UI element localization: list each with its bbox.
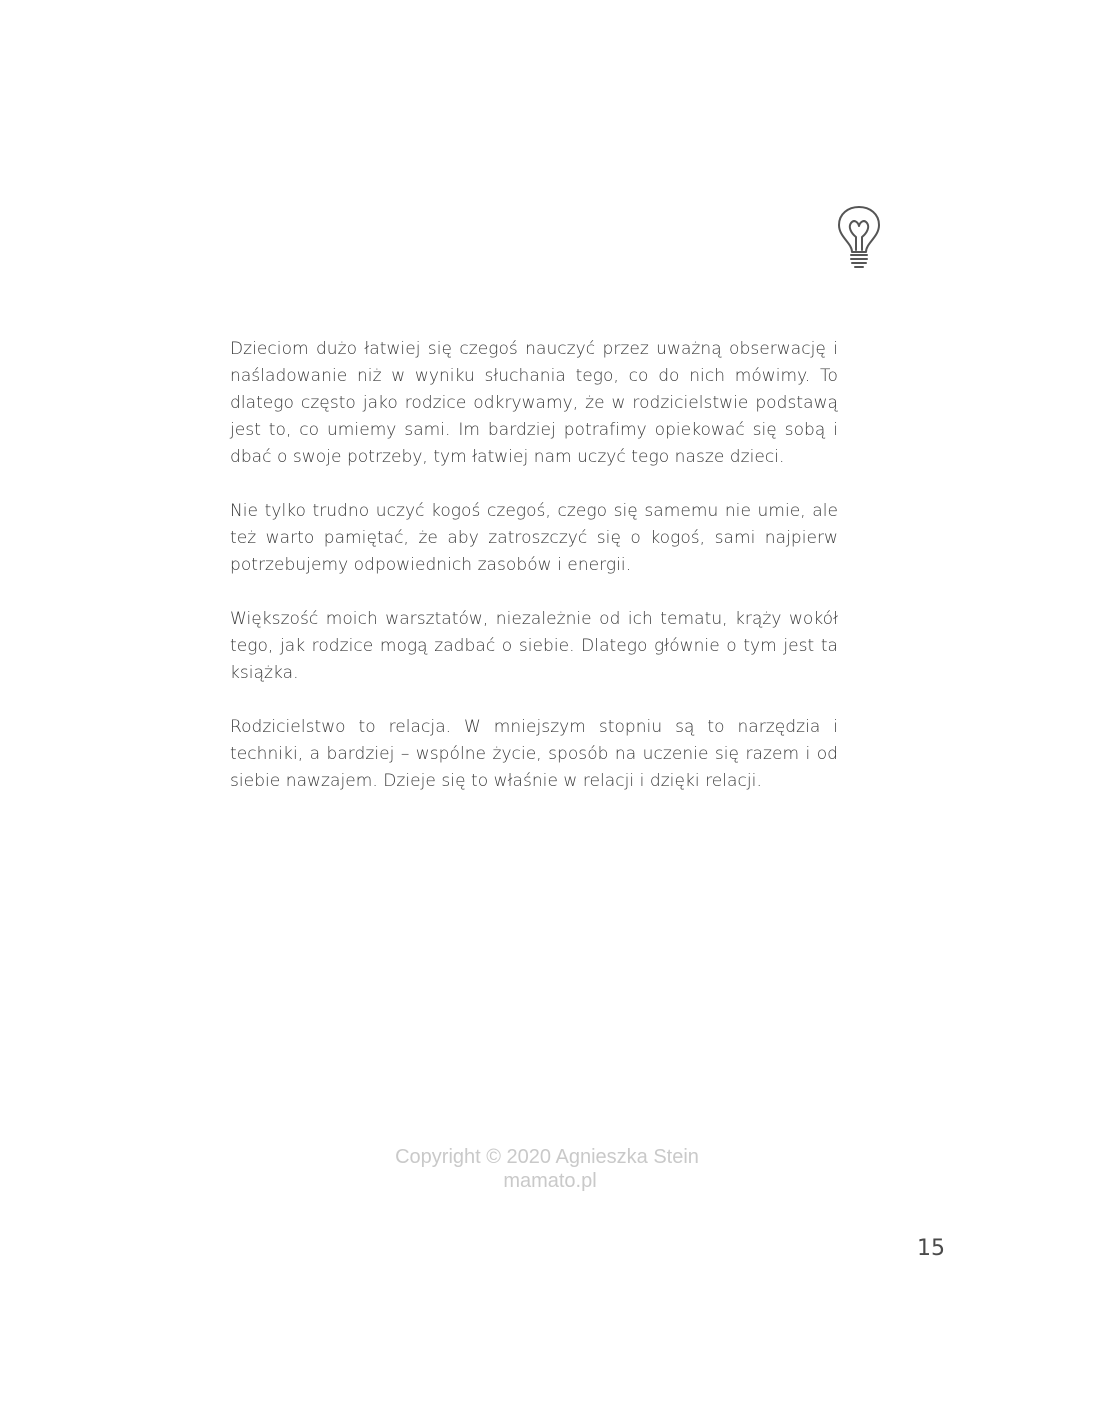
- paragraph-1: Dzieciom dużo łatwiej się czegoś nauczyć przez uważną obserwację i naśladowanie niż w wyniku słuchania tego, co do nich mówimy. To dlatego często jako rodzice odkrywamy, że w rodzicielstwie podstawą jest to, co umiemy sami. Im bardziej potrafimy opiekować się sobą i dbać o swoje potrzeby, tym łatwiej nam uczyć tego nasze dzieci.: [230, 339, 838, 467]
- paragraph-2: Nie tylko trudno uczyć kogoś czegoś, czego się samemu nie umie, ale też warto pamiętać, że aby zatroszczyć się o kogoś, sami najpierw potrzebujemy odpowiednich zasobów i energii.: [230, 501, 838, 575]
- copyright-notice: [0, 1145, 1100, 1193]
- body-text: [230, 336, 838, 822]
- lightbulb-heart-icon: [836, 205, 882, 271]
- website-line: mamato.pl: [503, 1170, 597, 1192]
- paragraph-3: Większość moich warsztatów, niezależnie od ich tematu, krąży wokół tego, jak rodzice mogą zadbać o siebie. Dlatego głównie o tym jest ta książka.: [230, 609, 838, 683]
- page-number: 15: [917, 1236, 945, 1261]
- copyright-line: Copyright © 2020 Agnieszka Stein: [395, 1146, 699, 1168]
- paragraph-4: Rodzicielstwo to relacja. W mniejszym stopniu są to narzędzia i techniki, a bardziej – wspólne życie, sposób na uczenie się razem i od siebie nawzajem. Dzieje się to właśnie w relacji i dzięki relacji.: [230, 717, 838, 791]
